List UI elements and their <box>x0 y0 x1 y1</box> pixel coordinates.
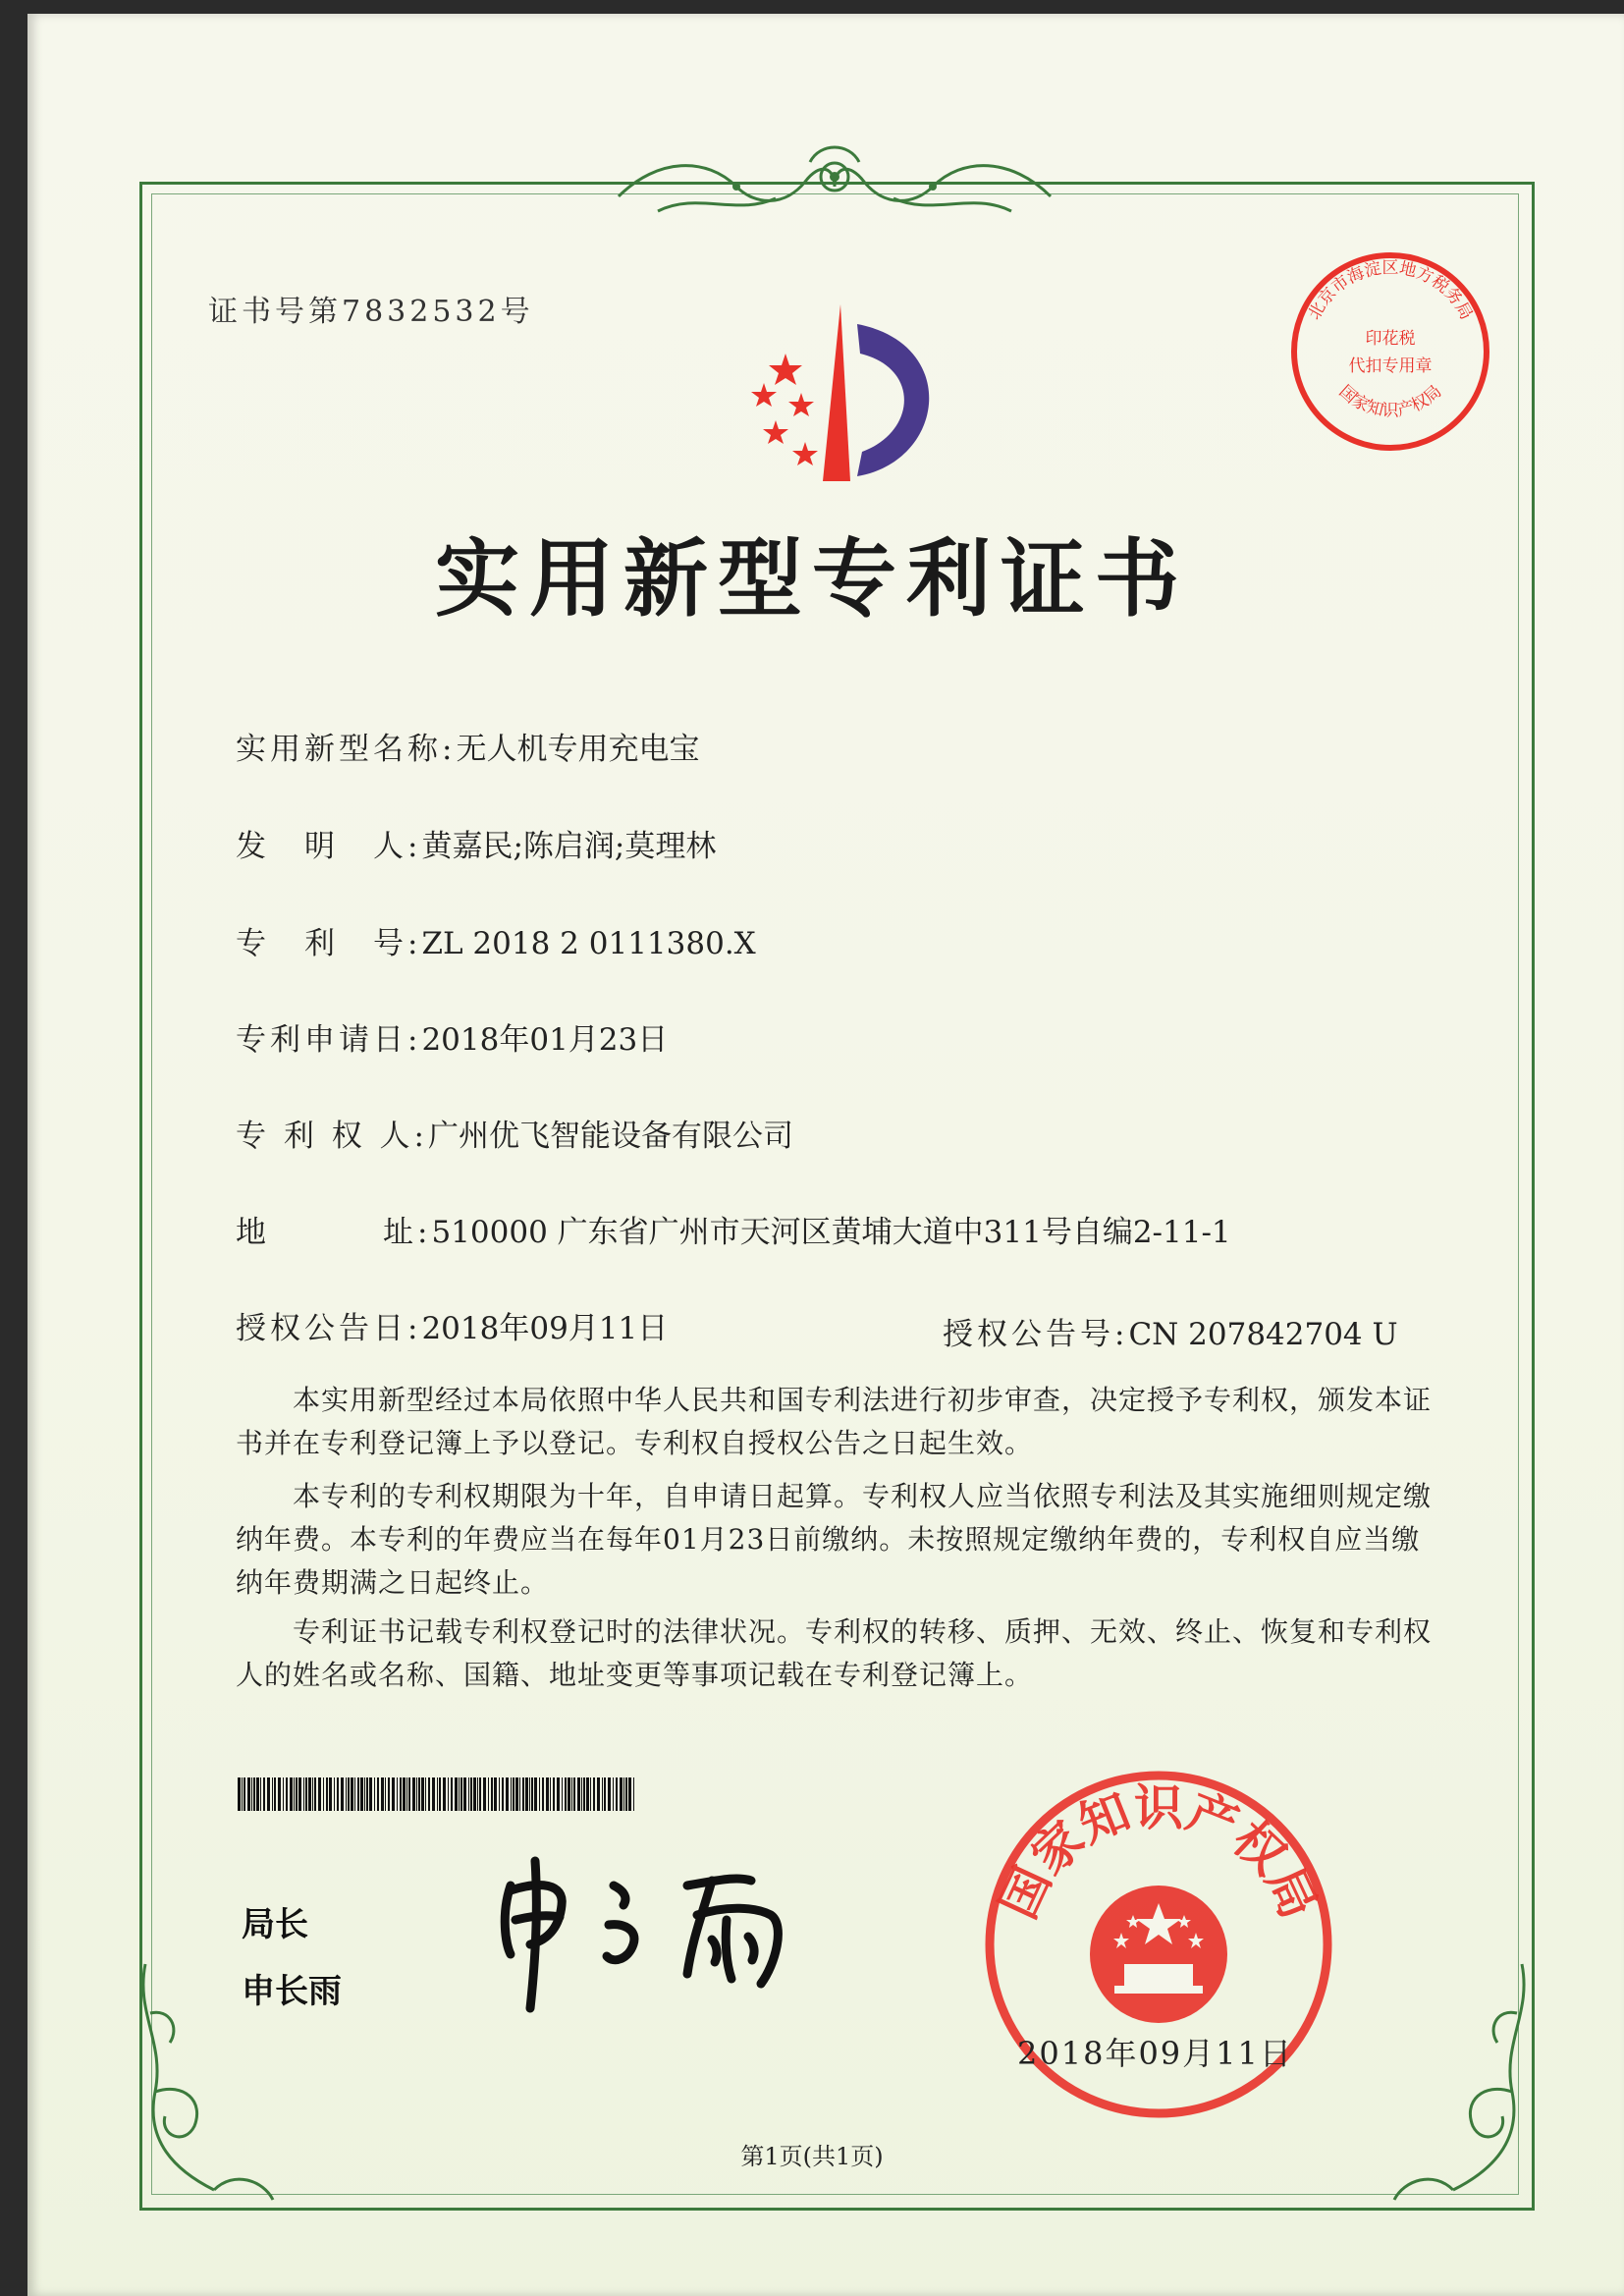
barcode-bar <box>294 1777 295 1811</box>
barcode-bar <box>448 1777 449 1811</box>
barcode-bar <box>418 1777 420 1811</box>
barcode-bar <box>364 1777 365 1811</box>
barcode-bar <box>583 1777 585 1811</box>
field-label-left: 地 <box>236 1215 270 1250</box>
paragraph-grant-statement: 本实用新型经过本局依照中华人民共和国专利法进行初步审查，决定授予专利权，颁发本证书并在专利登记簿上予以登记。专利权自授权公告之日起生效。 <box>236 1384 1433 1459</box>
barcode-bar <box>253 1777 255 1811</box>
field-label: 授权公告日: <box>236 1311 422 1346</box>
barcode <box>238 1777 640 1811</box>
barcode-bar <box>529 1777 530 1811</box>
barcode-bar <box>502 1777 504 1811</box>
barcode-bar <box>491 1777 493 1811</box>
barcode-bar <box>470 1777 472 1811</box>
barcode-bar <box>360 1777 363 1811</box>
field-patent-number <box>236 918 756 962</box>
barcode-bar <box>334 1777 335 1811</box>
barcode-bar <box>256 1777 259 1811</box>
barcode-bar <box>562 1777 563 1811</box>
barcode-bar <box>366 1777 368 1811</box>
barcode-bar <box>267 1777 270 1811</box>
field-grant-number <box>943 1309 1398 1353</box>
barcode-bar <box>473 1777 476 1811</box>
barcode-bar <box>278 1777 281 1811</box>
barcode-bar <box>432 1777 435 1811</box>
barcode-bar <box>341 1777 344 1811</box>
barcode-bar <box>369 1777 372 1811</box>
barcode-bar <box>428 1777 430 1811</box>
field-utility-model-name <box>236 724 699 768</box>
field-value: 2018年01月23日 <box>421 1022 669 1058</box>
barcode-bar <box>346 1777 347 1811</box>
barcode-bar <box>468 1777 469 1811</box>
barcode-bar <box>290 1777 293 1811</box>
barcode-bar <box>546 1777 549 1811</box>
barcode-bar <box>348 1777 350 1811</box>
top-ornament-icon <box>599 137 1070 231</box>
field-address-value <box>383 1207 1231 1251</box>
director-name: 申长雨 <box>242 1972 342 2011</box>
barcode-bar <box>625 1777 627 1811</box>
barcode-bar <box>565 1777 567 1811</box>
barcode-bar <box>326 1777 328 1811</box>
barcode-bar <box>519 1777 520 1811</box>
barcode-bar <box>403 1777 406 1811</box>
barcode-bar <box>451 1777 453 1811</box>
certificate-number: 证书号第7832532号 <box>208 295 534 329</box>
barcode-bar <box>274 1777 276 1811</box>
field-inventor <box>236 821 716 865</box>
barcode-bar <box>323 1777 324 1811</box>
barcode-bar <box>286 1777 288 1811</box>
field-grant-date <box>236 1303 668 1347</box>
field-label: 专利申请日: <box>236 1022 422 1058</box>
field-label: 实用新型名称: <box>236 732 457 767</box>
barcode-bar <box>620 1777 623 1811</box>
barcode-bar <box>488 1777 489 1811</box>
barcode-bar <box>483 1777 486 1811</box>
barcode-bar <box>531 1777 533 1811</box>
barcode-bar <box>242 1777 243 1811</box>
barcode-bar <box>303 1777 304 1811</box>
barcode-bar <box>571 1777 572 1811</box>
barcode-bar <box>511 1777 512 1811</box>
patent-office-logo-icon <box>715 295 960 491</box>
barcode-bar <box>633 1777 634 1811</box>
barcode-bar <box>329 1777 332 1811</box>
barcode-bar <box>406 1777 407 1811</box>
svg-text:国家知识产权局: 国家知识产权局 <box>989 1779 1328 1928</box>
barcode-bar <box>312 1777 313 1811</box>
barcode-bar <box>616 1777 618 1811</box>
field-value: CN 207842704 U <box>1128 1317 1398 1352</box>
barcode-bar <box>539 1777 540 1811</box>
barcode-bar <box>244 1777 245 1811</box>
certificate-title: 实用新型专利证书 <box>435 529 1189 629</box>
barcode-bar <box>439 1777 441 1811</box>
barcode-bar <box>613 1777 614 1811</box>
paragraph-term-statement: 本专利的专利权期限为十年，自申请日起算。专利权人应当依照专利法及其实施细则规定缴纳年费。本专利的年费应当在每年01月23日前缴纳。未按照规定缴纳年费的，专利权自应当缴纳年费期满之日起终止。 <box>236 1480 1433 1599</box>
barcode-bar <box>374 1777 375 1811</box>
barcode-bar <box>443 1777 446 1811</box>
barcode-bar <box>251 1777 252 1811</box>
barcode-bar <box>597 1777 600 1811</box>
bottom-right-ornament-icon <box>1384 1954 1542 2219</box>
field-value: 2018年09月11日 <box>421 1311 669 1346</box>
barcode-bar <box>522 1777 524 1811</box>
barcode-bar <box>573 1777 575 1811</box>
field-value: 广州优飞智能设备有限公司 <box>428 1119 794 1154</box>
barcode-bar <box>602 1777 603 1811</box>
barcode-bar <box>463 1777 466 1811</box>
barcode-bar <box>337 1777 339 1811</box>
page-number: 第1页(共1页) <box>740 2143 884 2170</box>
barcode-bar <box>272 1777 273 1811</box>
barcode-bar <box>397 1777 398 1811</box>
barcode-bar <box>247 1777 250 1811</box>
barcode-bar <box>479 1777 481 1811</box>
barcode-bar <box>586 1777 589 1811</box>
barcode-bar <box>392 1777 395 1811</box>
barcode-bar <box>557 1777 560 1811</box>
field-patentee <box>236 1111 793 1155</box>
barcode-bar <box>283 1777 284 1811</box>
field-value: 510000 广东省广州市天河区黄埔大道中311号自编2-11-1 <box>431 1215 1231 1250</box>
barcode-bar <box>388 1777 390 1811</box>
barcode-bar <box>263 1777 265 1811</box>
barcode-bar <box>318 1777 321 1811</box>
paragraph-legal-status: 专利证书记载专利权登记时的法律状况。专利权的转移、质押、无效、终止、恢复和专利权人的姓名或名称、国籍、地址变更等事项记载在专利登记簿上。 <box>236 1615 1433 1691</box>
barcode-bar <box>590 1777 591 1811</box>
barcode-bar <box>623 1777 624 1811</box>
barcode-bar <box>425 1777 426 1811</box>
barcode-bar <box>477 1777 478 1811</box>
field-address <box>236 1207 270 1251</box>
barcode-bar <box>381 1777 384 1811</box>
barcode-bar <box>377 1777 379 1811</box>
field-label: 专 利 号: <box>236 926 422 961</box>
svg-text:国家知识产权局: 国家知识产权局 <box>1334 381 1446 421</box>
svg-text:北京市海淀区地方税务局: 北京市海淀区地方税务局 <box>1304 258 1477 324</box>
barcode-bar <box>296 1777 298 1811</box>
barcode-bar <box>608 1777 611 1811</box>
barcode-bar <box>513 1777 514 1811</box>
barcode-bar <box>553 1777 555 1811</box>
barcode-bar <box>577 1777 580 1811</box>
barcode-bar <box>314 1777 316 1811</box>
svg-text:代扣专用章: 代扣专用章 <box>1348 356 1433 376</box>
barcode-bar <box>593 1777 595 1811</box>
barcode-bar <box>499 1777 500 1811</box>
barcode-bar <box>568 1777 570 1811</box>
svg-text:印花税: 印花税 <box>1365 329 1416 349</box>
barcode-bar <box>238 1777 241 1811</box>
barcode-bar <box>412 1777 415 1811</box>
barcode-bar <box>542 1777 544 1811</box>
barcode-bar <box>308 1777 311 1811</box>
handwritten-signature <box>491 1846 864 2023</box>
field-label-right: 址: <box>383 1215 432 1250</box>
barcode-bar <box>354 1777 355 1811</box>
barcode-bar <box>385 1777 386 1811</box>
barcode-bar <box>260 1777 261 1811</box>
field-label: 授权公告号: <box>943 1317 1129 1352</box>
field-filing-date <box>236 1014 668 1059</box>
barcode-bar <box>416 1777 417 1811</box>
barcode-bar <box>298 1777 301 1811</box>
barcode-bar <box>351 1777 353 1811</box>
barcode-bar <box>460 1777 462 1811</box>
barcode-bar <box>455 1777 458 1811</box>
barcode-bar <box>408 1777 410 1811</box>
seal-date: 2018年09月11日 <box>1017 2035 1293 2072</box>
field-label: 发 明 人: <box>236 829 422 864</box>
barcode-bar <box>628 1777 631 1811</box>
barcode-bar <box>506 1777 509 1811</box>
barcode-bar <box>459 1777 460 1811</box>
barcode-bar <box>515 1777 518 1811</box>
barcode-bar <box>421 1777 424 1811</box>
field-value: 无人机专用充电宝 <box>456 732 700 767</box>
field-value: ZL 2018 2 0111380.X <box>421 926 756 961</box>
barcode-bar <box>437 1777 438 1811</box>
director-title: 局长 <box>242 1905 308 1944</box>
tax-seal-stamp <box>1284 246 1496 458</box>
barcode-bar <box>400 1777 402 1811</box>
barcode-bar <box>525 1777 528 1811</box>
field-value: 黄嘉民;陈启润;莫理林 <box>421 829 717 864</box>
barcode-bar <box>305 1777 307 1811</box>
barcode-bar <box>604 1777 606 1811</box>
field-label: 专 利 权 人: <box>236 1119 429 1154</box>
barcode-bar <box>550 1777 551 1811</box>
national-emblem-icon <box>1090 1886 1227 2023</box>
barcode-bar <box>494 1777 497 1811</box>
barcode-bar <box>581 1777 582 1811</box>
barcode-bar <box>534 1777 537 1811</box>
barcode-bar <box>357 1777 359 1811</box>
